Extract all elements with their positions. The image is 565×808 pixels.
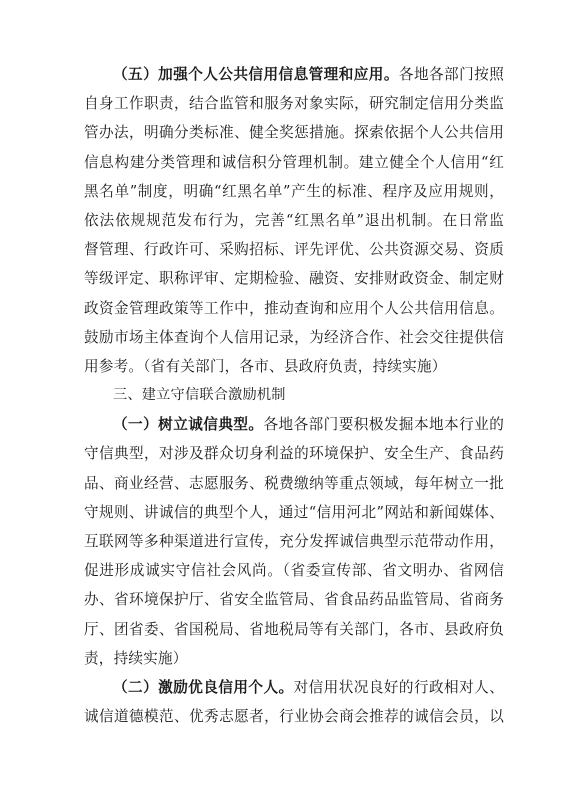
document-page <box>84 60 504 731</box>
paragraph-1-first-line <box>84 60 504 89</box>
paragraph-2-line: 促进形成诚实守信社会风尚。（省委宣传部、省文明办、省网信 <box>84 562 504 580</box>
paragraph-1-line: 督管理、行政许可、采购招标、评先评优、公共资源交易、资质 <box>84 241 504 259</box>
section-3-title: 三、建立守信联合激励机制 <box>113 387 286 404</box>
paragraph-2-line: 责，持续实施） <box>84 649 188 667</box>
paragraph-2-line: 互联网等多种渠道进行宣传，充分发挥诚信典型示范带动作用， <box>84 533 504 550</box>
paragraph-1-line: 信息构建分类管理和诚信积分管理机制。建立健全个人信用“红 <box>84 153 504 171</box>
paragraph-1-line: 用参考。（省有关部门，各市、县政府负责，持续实施） <box>84 357 447 375</box>
paragraph-1-line: 管办法，明确分类标准、健全奖惩措施。探索依据个人公共信用 <box>84 124 504 142</box>
paragraph-2-line: 厅、团省委、省国税局、省地税局等有关部门，各市、县政府负 <box>84 620 504 638</box>
paragraph-3-first-line <box>84 673 504 702</box>
paragraph-1-line: 鼓励市场主体查询个人信用记录，为经济合作、社会交往提供信 <box>84 328 504 346</box>
paragraph-2-line: 守规则、讲诚信的典型个人，通过“信用河北”网站和新闻媒体、 <box>84 503 504 521</box>
paragraph-2-first-line <box>84 410 504 439</box>
paragraph-1-heading: （五）加强个人公共信用信息管理和应用。 <box>113 66 399 83</box>
paragraph-1-lead: 各地各部门按照 <box>398 66 504 83</box>
paragraph-1-line: 黑名单”制度，明确“红黑名单”产生的标准、程序及应用规则， <box>84 182 504 200</box>
paragraph-3-heading: （二）激励优良信用个人。 <box>113 678 294 696</box>
paragraph-3-lead: 对信用状况良好的行政相对人、 <box>293 678 504 696</box>
paragraph-1-line: 等级评定、职称评审、定期检验、融资、安排财政资金、制定财 <box>84 270 504 288</box>
paragraph-2-line: 守信典型，对涉及群众切身利益的环境保护、安全生产、食品药 <box>84 445 504 463</box>
paragraph-1-line: 自身工作职责，结合监管和服务对象实际，研究制定信用分类监 <box>84 95 504 113</box>
paragraph-2-line: 品、商业经营、志愿服务、税费缴纳等重点领域，每年树立一批 <box>84 474 504 492</box>
paragraph-3-line: 诚信道德模范、优秀志愿者，行业协会商会推荐的诚信会员，以 <box>84 708 504 726</box>
paragraph-2-lead: 各地各部门要积极发掘本地本行业的 <box>263 416 504 434</box>
paragraph-1-line: 政资金管理政策等工作中，推动查询和应用个人公共信用信息。 <box>84 299 504 317</box>
paragraph-2-heading: （一）树立诚信典型。 <box>113 416 264 434</box>
paragraph-1-line: 依法依规规范发布行为，完善“红黑名单”退出机制。在日常监 <box>84 211 504 229</box>
paragraph-2-line: 办、省环境保护厅、省安全监管局、省食品药品监管局、省商务 <box>84 591 504 609</box>
